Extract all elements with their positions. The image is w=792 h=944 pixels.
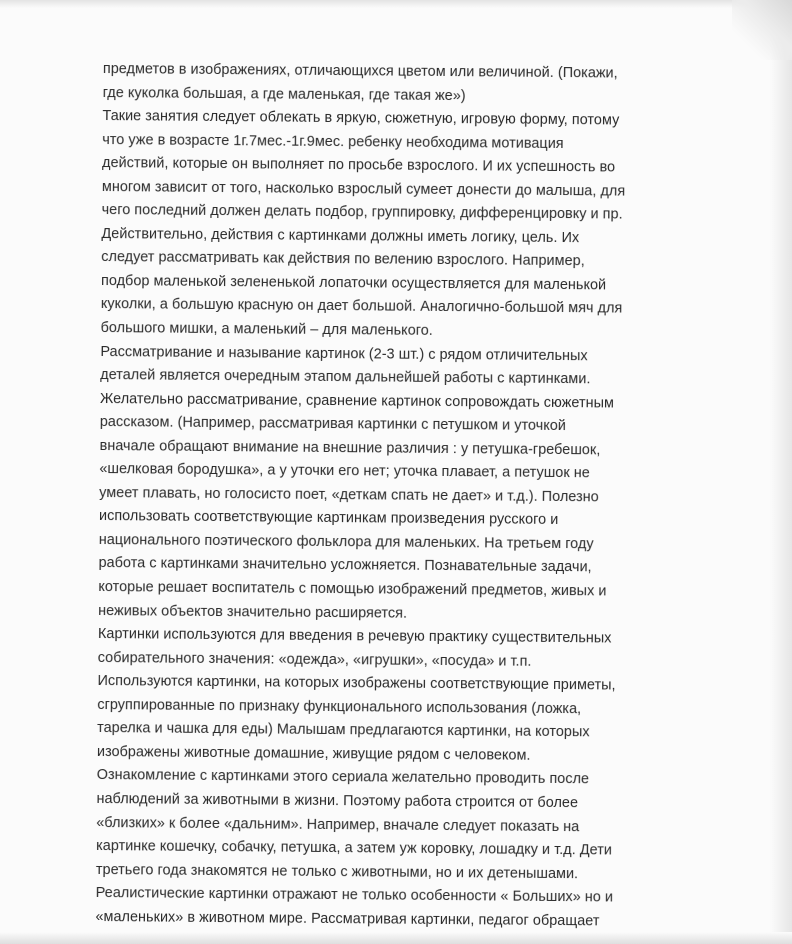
text-line: действий, которые он выполняет по просьбе взрослого. И их успешность во — [102, 155, 616, 176]
text-line: изображены животные домашние, живущие рядом с человеком. — [96, 743, 531, 764]
text-line: собирательного значения: «одежда», «игрушки», «посуда» и т.п. — [97, 649, 532, 670]
text-line: Такие занятия следует облекать в яркую, сюжетную, игровую форму, потому — [102, 108, 620, 129]
text-line: Используются картинки, на которых изображены соответствующие приметы, — [97, 673, 616, 694]
text-line: «шелковая бородушка», а у уточки его нет; уточка плавает, а петушок не — [99, 461, 590, 482]
text-line: предметов в изображениях, отличающихся цветом или величиной. (Покажи, — [102, 60, 618, 82]
text-line: работа с картинками значительно усложняется. Познавательные задачи, — [98, 555, 592, 576]
text-line: Картинки используются для введения в речевую практику существительных — [97, 626, 612, 647]
text-line: использовать соответствующие картинкам произведения русского и — [98, 508, 559, 529]
text-line: большого мишки, а маленький – для маленького. — [100, 320, 433, 339]
text-line: картинке кошечку, собачку, петушка, а затем уж коровку, лошадку и т.д. Дети — [96, 838, 612, 859]
text-line: «маленьких» в животном мире. Рассматривая картинки, педагог обращает — [95, 908, 600, 930]
text-line: Реалистические картинки отражают не только особенности « Больших» но и — [95, 885, 614, 906]
body-text — [95, 58, 723, 935]
text-line: Желательно рассматривание, сравнение картинок сопровождать сюжетным — [99, 390, 615, 412]
text-line: которые решает воспитатель с помощью изображений предметов, живых и — [98, 579, 607, 600]
text-line: Действительно, действия с картинками должны иметь логику, цель. Их — [101, 225, 580, 246]
text-line: рассказом. (Например, рассматривая картинки с петушком и уточкой — [99, 414, 566, 435]
page-corner-fold — [732, 0, 792, 60]
text-line: национального поэтического фольклора для маленьких. На третьем году — [98, 531, 594, 553]
text-line: Рассматривание и называние картинок (2-3 шт.) с рядом отличительных — [100, 343, 588, 364]
text-line: Ознакомление с картинками этого сериала желательно проводить после — [96, 767, 590, 788]
page-top-edge-shadow — [0, 0, 792, 8]
text-line: сгруппированные по признаку функционального использования (ложка, — [97, 696, 582, 717]
page-right-edge-shadow — [770, 0, 792, 944]
text-line: деталей является очередным этапом дальнейшей работы с картинками. — [100, 367, 591, 388]
text-line: что уже в возрасте 1г.7мес.-1г.9мес. ребенку необходима мотивация — [102, 131, 564, 152]
text-line: наблюдений за животными в жизни. Поэтому работа строится от более — [96, 790, 579, 812]
text-line: многом зависит от того, насколько взрослый сумеет донести до малыша, для — [101, 178, 626, 200]
text-line: третьего года знакомятся не только с животными, но и их детенышами. — [95, 861, 579, 882]
text-line: неживых объектов значительно расширяется. — [98, 602, 408, 622]
text-line: подбор маленькой зелененькой лопаточки осуществляется для маленькой — [100, 272, 607, 294]
text-line: «близких» к более «дальним». Например, вначале следует показать на — [96, 814, 580, 835]
text-line: чего последний должен делать подбор, группировку, дифференцировку и пр. — [101, 202, 623, 223]
text-line: тарелка и чашка для еды) Малышам предлагаются картинки, на которых — [97, 720, 590, 741]
text-line: где куколка большая, а где маленькая, где такая же») — [102, 84, 466, 104]
text-line: вначале обращают внимание на внешние различия : у петушка-гребешок, — [99, 437, 601, 459]
text-line: умеет плавать, но голосисто поет, «деткам спать не дает» и т.д.). Полезно — [99, 484, 599, 506]
text-line: куколки, а большую красную он дает большой. Аналогично-большой мяч для — [100, 296, 623, 318]
text-line: следует рассматривать как действия по велению взрослого. Например, — [101, 249, 585, 270]
